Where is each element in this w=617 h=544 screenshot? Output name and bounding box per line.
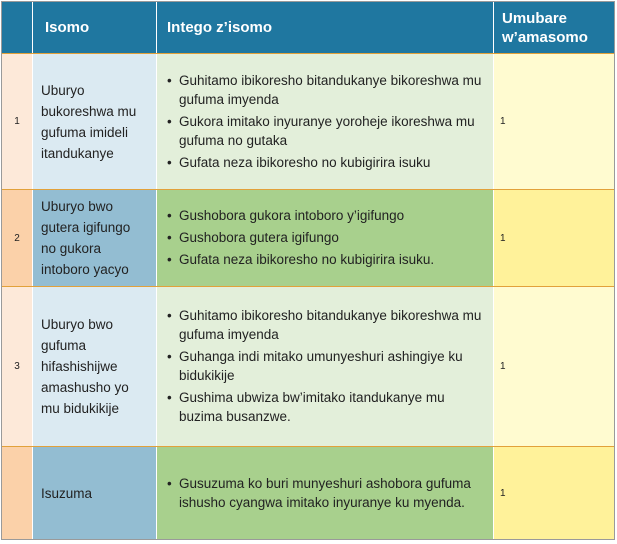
table-row xyxy=(2,54,616,190)
goal-item: • Guhitamo ibikoresho bitandukanye bikoreshwa mu gufuma imyenda xyxy=(167,71,487,109)
lesson-table xyxy=(1,1,616,541)
goal-item: • Gufata neza ibikoresho no kubigirira isuku xyxy=(167,153,487,172)
row-number: 1 xyxy=(2,54,33,190)
goal-item: • Gufata neza ibikoresho no kubigirira isuku. xyxy=(167,250,487,269)
row-number xyxy=(2,447,33,541)
goal-item: • Gukora imitako inyuranye yoroheje ikoreshwa mu gufuma no gutaka xyxy=(167,112,487,150)
row-goals xyxy=(157,190,494,287)
row-topic: Uburyo bwo gutera igifungo no gukora intoboro yacyo xyxy=(33,190,157,287)
row-divider xyxy=(1,189,615,190)
row-divider xyxy=(1,446,615,447)
table-row xyxy=(2,447,616,541)
row-number: 2 xyxy=(2,190,33,287)
row-divider xyxy=(1,53,615,54)
row-topic: Isuzuma xyxy=(33,447,157,541)
row-number: 3 xyxy=(2,287,33,447)
table-row xyxy=(2,190,616,287)
goal-item: • Gusuzuma ko buri munyeshuri ashobora gufuma ishusho cyangwa imitako inyuranye ku myenda. xyxy=(167,474,487,512)
row-topic: Uburyo bukoreshwa mu gufuma imideli itandukanye xyxy=(33,54,157,190)
row-lesson-count: 1 xyxy=(494,287,616,447)
header-row xyxy=(2,2,616,54)
header-lesson-count: Umubare w’amasomo xyxy=(494,2,616,54)
goal-item: • Gushobora gutera igifungo xyxy=(167,228,487,247)
goal-item: • Gushima ubwiza bw’imitako itandukanye mu buzima busanzwe. xyxy=(167,388,487,426)
row-lesson-count: 1 xyxy=(494,190,616,287)
goal-item: • Gushobora gukora intoboro y’igifungo xyxy=(167,206,487,225)
row-lesson-count: 1 xyxy=(494,447,616,541)
goal-item: • Guhitamo ibikoresho bitandukanye bikoreshwa mu gufuma imyenda xyxy=(167,306,487,344)
row-topic: Uburyo bwo gufuma hifashishijwe amashusho yo mu bidukikije xyxy=(33,287,157,447)
goal-item: • Guhanga indi mitako umunyeshuri ashingiye ku bidukikije xyxy=(167,347,487,385)
header-goals: Intego z’isomo xyxy=(157,2,494,54)
row-goals xyxy=(157,287,494,447)
row-lesson-count: 1 xyxy=(494,54,616,190)
row-goals xyxy=(157,447,494,541)
lesson-table-container xyxy=(1,1,616,542)
row-divider xyxy=(1,286,615,287)
table-row xyxy=(2,287,616,447)
row-goals xyxy=(157,54,494,190)
header-topic: Isomo xyxy=(33,2,157,54)
header-number xyxy=(2,2,33,54)
